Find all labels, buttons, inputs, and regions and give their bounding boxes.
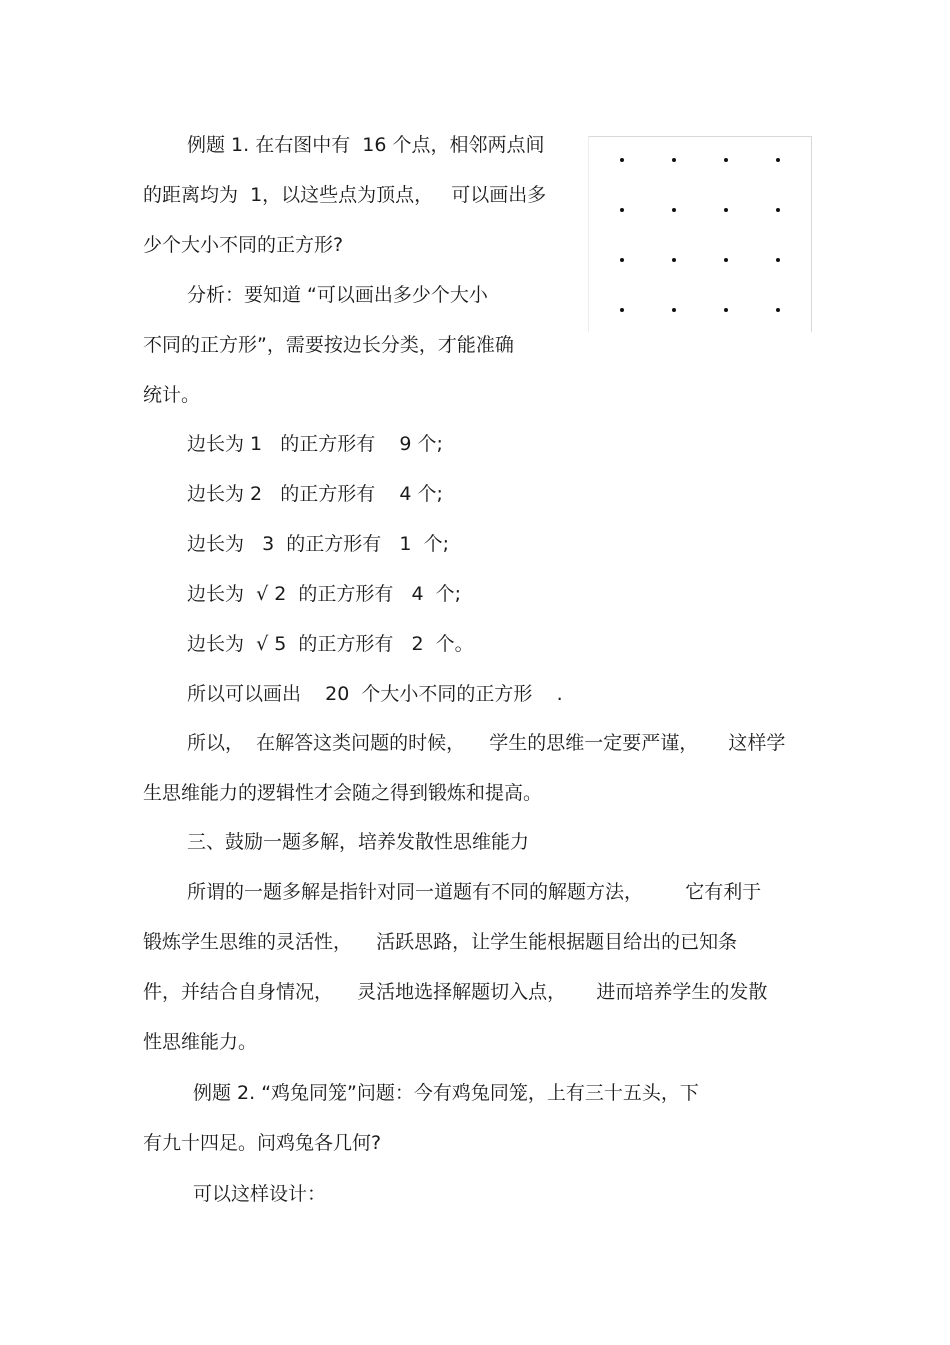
text-line: 所以可以画出 20 个大小不同的正方形 . [187, 683, 563, 705]
grid-dot [672, 208, 676, 212]
text-line: 边长为 2 的正方形有 4 个; [187, 483, 443, 505]
text-line: 分析：要知道 “可以画出多少个大小 [187, 284, 488, 306]
grid-dot [724, 208, 728, 212]
dot-grid-figure [588, 136, 812, 332]
text-line: 边长为 1 的正方形有 9 个; [187, 433, 443, 455]
text-line: 边长为 3 的正方形有 1 个; [187, 533, 449, 555]
text-line: 件，并结合自身情况， 灵活地选择解题切入点， 进而培养学生的发散 [143, 981, 768, 1003]
grid-dot [776, 158, 780, 162]
text-line: 有九十四足。问鸡兔各几何? [143, 1132, 382, 1154]
text-line: 例题 1. 在右图中有 16 个点，相邻两点间 [187, 134, 545, 156]
grid-dot [620, 258, 624, 262]
grid-dot [776, 208, 780, 212]
text-line: 锻炼学生思维的灵活性， 活跃思路，让学生能根据题目给出的已知条 [143, 931, 738, 953]
text-line: 边长为 √ 2 的正方形有 4 个; [187, 583, 462, 605]
grid-dot [620, 158, 624, 162]
grid-dot [724, 158, 728, 162]
grid-dot [672, 158, 676, 162]
grid-dot [724, 308, 728, 312]
text-line: 性思维能力。 [143, 1031, 258, 1053]
grid-dot [620, 308, 624, 312]
text-line: 生思维能力的逻辑性才会随之得到锻炼和提高。 [143, 782, 543, 804]
grid-dot [620, 208, 624, 212]
text-line: 所以， 在解答这类问题的时候， 学生的思维一定要严谨， 这样学 [187, 732, 786, 754]
grid-dot [724, 258, 728, 262]
text-line: 例题 2. “鸡兔同笼”问题：今有鸡兔同笼，上有三十五头，下 [193, 1082, 699, 1104]
text-line: 的距离均为 1，以这些点为顶点， 可以画出多 [143, 184, 547, 206]
section-heading: 三、鼓励一题多解，培养发散性思维能力 [187, 831, 530, 853]
grid-dot [776, 258, 780, 262]
grid-dot [672, 258, 676, 262]
text-line: 边长为 √ 5 的正方形有 2 个。 [187, 633, 474, 655]
text-line: 可以这样设计： [193, 1183, 327, 1205]
text-line: 不同的正方形”，需要按边长分类，才能准确 [143, 334, 514, 356]
grid-dot [776, 308, 780, 312]
text-line: 统计。 [143, 384, 201, 406]
text-line: 少个大小不同的正方形? [143, 234, 344, 256]
grid-dot [672, 308, 676, 312]
text-line: 所谓的一题多解是指针对同一道题有不同的解题方法， 它有利于 [187, 881, 762, 903]
